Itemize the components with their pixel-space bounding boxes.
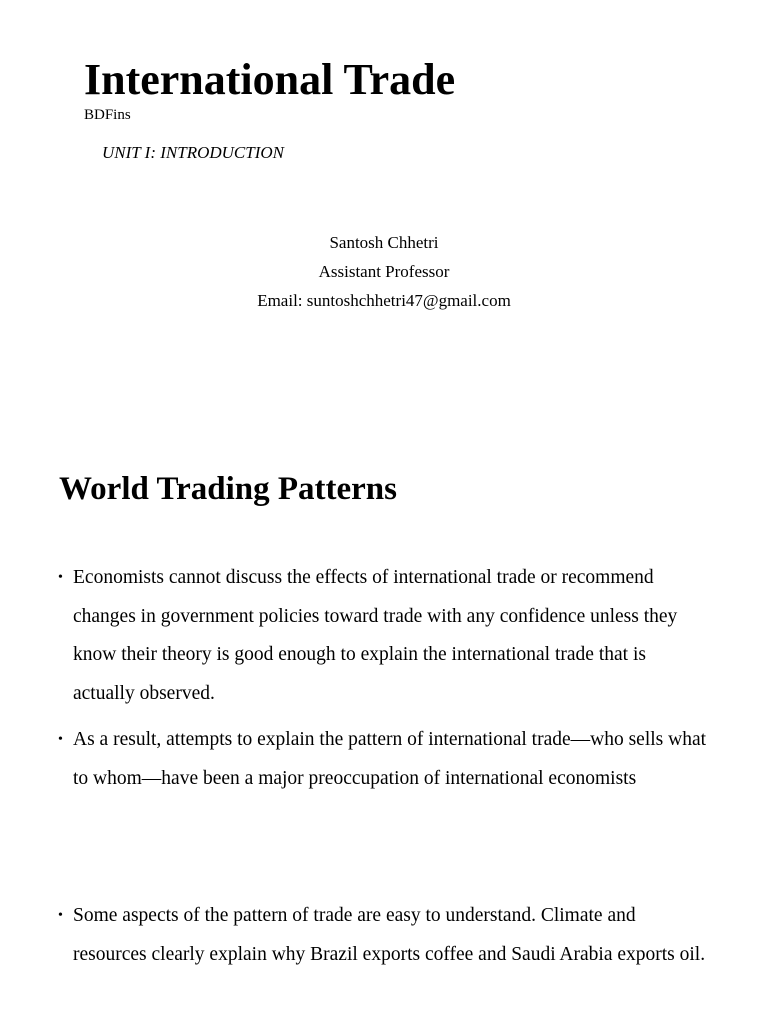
bullet-icon: • bbox=[58, 908, 63, 923]
bullet-icon: • bbox=[58, 732, 63, 747]
author-email: Email: suntoshchhetri47@gmail.com bbox=[257, 291, 511, 310]
author-position: Assistant Professor bbox=[318, 262, 450, 281]
bullet-text: Some aspects of the pattern of trade are easy to understand. Climate and resources clearly explain why Brazil exports coffee and Saudi Arabia exports oil. bbox=[73, 905, 706, 965]
unit-label: UNIT I: INTRODUCTION bbox=[102, 143, 284, 162]
bullet-item bbox=[58, 559, 708, 713]
bullet-text: Economists cannot discuss the effects of international trade or recommend changes in government policies toward trade with any confidence unless they know their theory is good enough to explain the international trade that is actually observed. bbox=[73, 567, 678, 704]
author-block bbox=[0, 228, 768, 315]
bullet-text: As a result, attempts to explain the pattern of international trade—who sells what to whom—have been a major preoccupation of international economists bbox=[73, 729, 707, 789]
bullet-icon: • bbox=[58, 570, 63, 585]
author-name: Santosh Chhetri bbox=[329, 233, 439, 252]
document-title: International Trade bbox=[84, 55, 456, 104]
course-subtitle: BDFins bbox=[84, 107, 131, 123]
section-heading: World Trading Patterns bbox=[59, 471, 397, 507]
bullet-item bbox=[58, 897, 708, 974]
bullet-item bbox=[58, 721, 708, 798]
